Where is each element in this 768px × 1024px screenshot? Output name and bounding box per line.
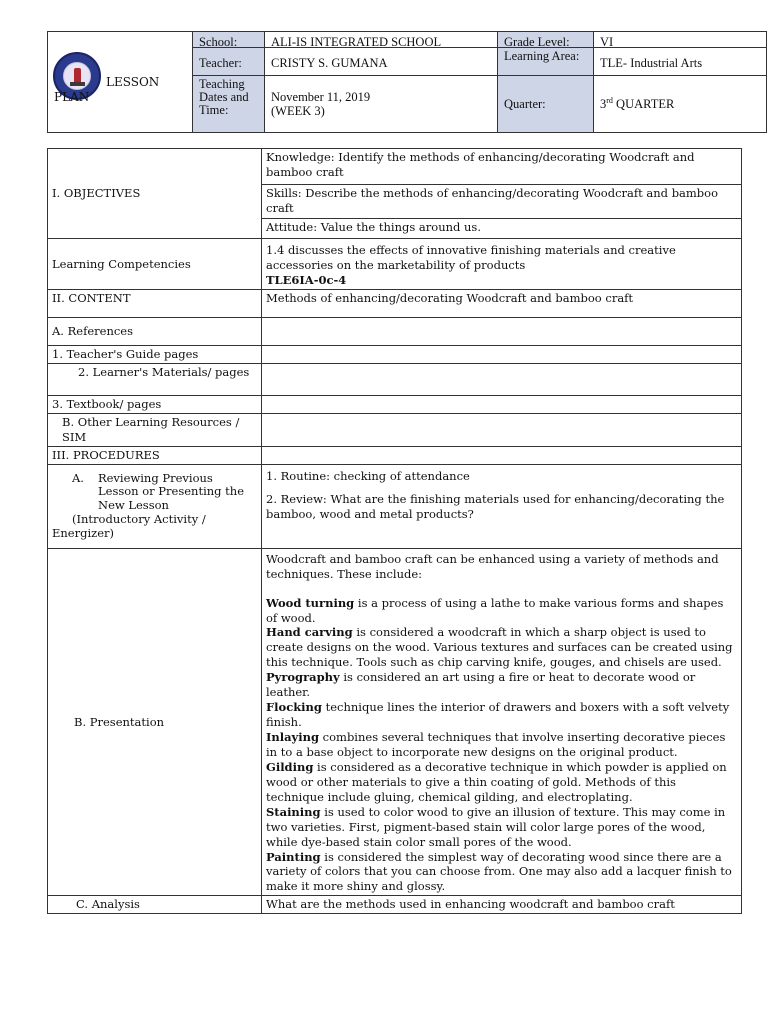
objective-knowledge: Knowledge: Identify the methods of enhancing/decorating Woodcraft and bamboo craft (266, 150, 695, 179)
teacher-label: Teacher: (193, 48, 265, 76)
procedures-label: III. PROCEDURES (48, 446, 262, 464)
method-item: Wood turning is a process of using a lathe to make various forms and shapes of wood. (266, 595, 724, 625)
method-item: Hand carving is considered a woodcraft in which a sharp object is used to create designs on the wood. Various textures and surfaces can be created using this technique. Tools such as chip carving knife, gouges, and chisels are used. (266, 625, 733, 670)
school-label: School: (193, 32, 265, 48)
presentation-intro: Woodcraft and bamboo craft can be enhanced using a variety of methods and techniques. These include: (266, 551, 719, 581)
competencies-row (48, 239, 742, 290)
learners-materials-label: 2. Learner's Materials/ pages (48, 363, 262, 395)
teacher-value: CRISTY S. GUMANA (265, 48, 498, 76)
presentation-label: B. Presentation (48, 548, 262, 896)
method-item: Painting is considered the simplest way of decorating wood since there are a variety of colors that you can choose from. One may also add a lacquer finish to make it more shiny and glossy. (266, 849, 732, 894)
grade-level-label: Grade Level: (498, 32, 594, 48)
review-label: A. Reviewing Previous Lesson or Presenting the New Lesson (Introductory Activity / Energizer) (48, 464, 262, 548)
method-item: Staining is used to color wood to give an illusion of texture. This may come in two varieties. First, pigment-based stain will color large pores of the wood, while dye-based stain color small pores of the wood. (266, 804, 726, 849)
review-row (48, 464, 742, 548)
routine-text: 1. Routine: checking of attendance (266, 468, 470, 483)
analysis-label: C. Analysis (48, 896, 262, 914)
objectives-label: I. OBJECTIVES (48, 149, 262, 239)
presentation-row (48, 548, 742, 896)
references-label: A. References (48, 318, 262, 346)
procedures-row (48, 446, 742, 464)
lesson-word: LESSON (106, 75, 160, 89)
teaching-date: November 11, 2019 (271, 90, 371, 104)
method-item: Flocking technique lines the interior of drawers and boxers with a soft velvety finish. (266, 700, 730, 730)
content-text: Methods of enhancing/decorating Woodcraft and bamboo craft (262, 290, 742, 318)
teaching-week: (WEEK 3) (271, 104, 325, 119)
competency-code: TLE6IA-0c-4 (266, 272, 347, 287)
objective-skills: Skills: Describe the methods of enhancing/decorating Woodcraft and bamboo craft (262, 184, 741, 218)
method-item: Gilding is considered as a decorative technique in which powder is applied on wood or other materials to give a thin coating of gold. Methods of this technique include gluing, chemical gilding, and electroplating. (266, 759, 727, 804)
textbook-label: 3. Textbook/ pages (48, 395, 262, 413)
teachers-guide-label: 1. Teacher's Guide pages (48, 346, 262, 364)
learning-area-value: TLE- Industrial Arts (594, 48, 767, 76)
school-value: ALI-IS INTEGRATED SCHOOL (265, 32, 498, 48)
competencies-label: Learning Competencies (48, 239, 262, 290)
quarter-label: Quarter: (498, 76, 594, 132)
content-row (48, 290, 742, 318)
objective-attitude: Attitude: Value the things around us. (262, 218, 741, 238)
other-resources-label: B. Other Learning Resources / SIM (48, 413, 262, 446)
method-item: Inlaying combines several techniques that involve inserting decorative pieces in to a base object to incorporate new designs on the original product. (266, 730, 726, 759)
lesson-plan-header (47, 31, 767, 133)
references-row (48, 318, 742, 346)
textbook-row (48, 395, 742, 413)
learners-materials-row (48, 363, 742, 395)
content-label: II. CONTENT (48, 290, 262, 318)
review-text: 2. Review: What are the finishing materials used for enhancing/decorating the bamboo, wood and metal products? (266, 491, 725, 521)
logo-cell (48, 32, 193, 132)
lesson-plan-table (47, 148, 742, 914)
teachers-guide-row (48, 346, 742, 364)
learning-area-label: Learning Area: (498, 48, 594, 76)
teaching-dates-value (265, 76, 498, 132)
objectives-row (48, 149, 742, 239)
quarter-value: 3rd QUARTER (600, 96, 675, 112)
plan-word: PLAN (54, 90, 90, 104)
grade-level-value: VI (594, 32, 767, 48)
method-item: Pyrography is considered an art using a fire or heat to decorate wood or leather. (266, 670, 696, 700)
analysis-text: What are the methods used in enhancing woodcraft and bamboo craft (262, 896, 742, 914)
analysis-row (48, 896, 742, 914)
competency-text: 1.4 discusses the effects of innovative finishing materials and creative accessories on the marketability of products (266, 243, 676, 272)
teaching-dates-label: Teaching Dates and Time: (193, 76, 265, 132)
other-resources-row (48, 413, 742, 446)
